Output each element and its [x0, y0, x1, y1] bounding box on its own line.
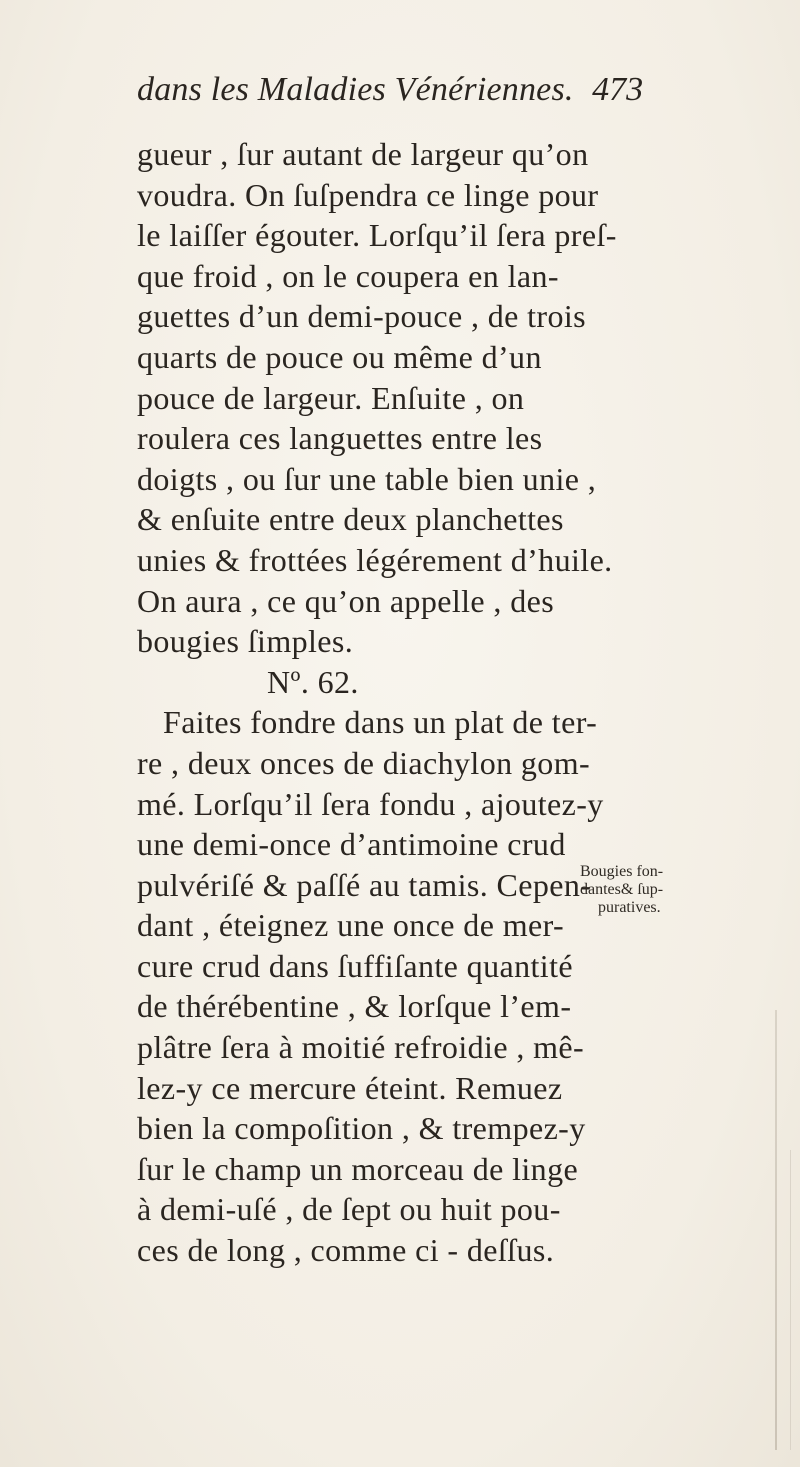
text-line: unies & frottées légérement d’huile.: [137, 541, 613, 578]
text-line: Faites fondre dans un plat de ter-: [163, 704, 598, 741]
text-line: que froid , on le coupera en lan-: [137, 257, 559, 294]
text-line: pouce de largeur. Enſuite , on: [137, 379, 525, 416]
text-line: mé. Lorſqu’il ſera fondu , ajoutez-y: [137, 785, 604, 822]
text-line: de thérébentine , & lorſque l’em-: [137, 988, 572, 1025]
text-line: doigts , ou ſur une table bien unie ,: [137, 460, 597, 497]
margin-note: [580, 863, 710, 917]
text-line: & enſuite entre deux planchettes: [137, 501, 564, 538]
text-line: voudra. On ſuſpendra ce linge pour: [137, 176, 599, 213]
text-line: bougies ſimples.: [137, 623, 354, 660]
text-line: ſur le champ un morceau de linge: [137, 1150, 579, 1187]
text-line: cure crud dans ſuffiſante quantité: [137, 947, 573, 984]
text-line: plâtre ſera à moitié refroidie , mê-: [137, 1029, 585, 1066]
text-line: guettes d’un demi-pouce , de trois: [137, 298, 587, 335]
running-head: [137, 62, 644, 118]
text-line: roulera ces languettes entre les: [137, 420, 543, 457]
text-line: le laiſſer égouter. Lorſqu’il ſera preſ-: [137, 217, 617, 254]
text-line: bien la compoſition , & trempez-y: [137, 1110, 586, 1147]
page-number: 473: [592, 71, 644, 108]
text-line: re , deux onces de diachylon gom-: [137, 744, 591, 781]
text-line: quarts de pouce ou même d’un: [137, 338, 542, 375]
margin-note-line: Bougies fon-: [580, 863, 664, 880]
margin-note-line: puratives.: [598, 899, 661, 916]
page-edge-shadow: [790, 1150, 791, 1450]
text-line: une demi-once d’antimoine crud: [137, 826, 566, 863]
text-line: On aura , ce qu’on appelle , des: [137, 582, 555, 619]
running-title: dans les Maladies Vénériennes.: [137, 71, 574, 108]
text-line: pulvériſé & paſſé au tamis. Cepen-: [137, 866, 592, 903]
margin-note-line: dantes& ſup-: [580, 881, 664, 898]
text-line: lez-y ce mercure éteint. Remuez: [137, 1069, 563, 1106]
text-line: gueur , ſur autant de largeur qu’on: [137, 136, 589, 172]
text-line: ces de long , comme ci - deſſus.: [137, 1232, 555, 1269]
page-edge-shadow: [775, 1010, 777, 1450]
text-line: dant , éteignez une once de mer-: [137, 907, 565, 944]
body-text: [137, 134, 617, 1271]
text-line: à demi-uſé , de ſept ou huit pou-: [137, 1191, 561, 1228]
section-number: Nº. 62.: [267, 663, 359, 700]
